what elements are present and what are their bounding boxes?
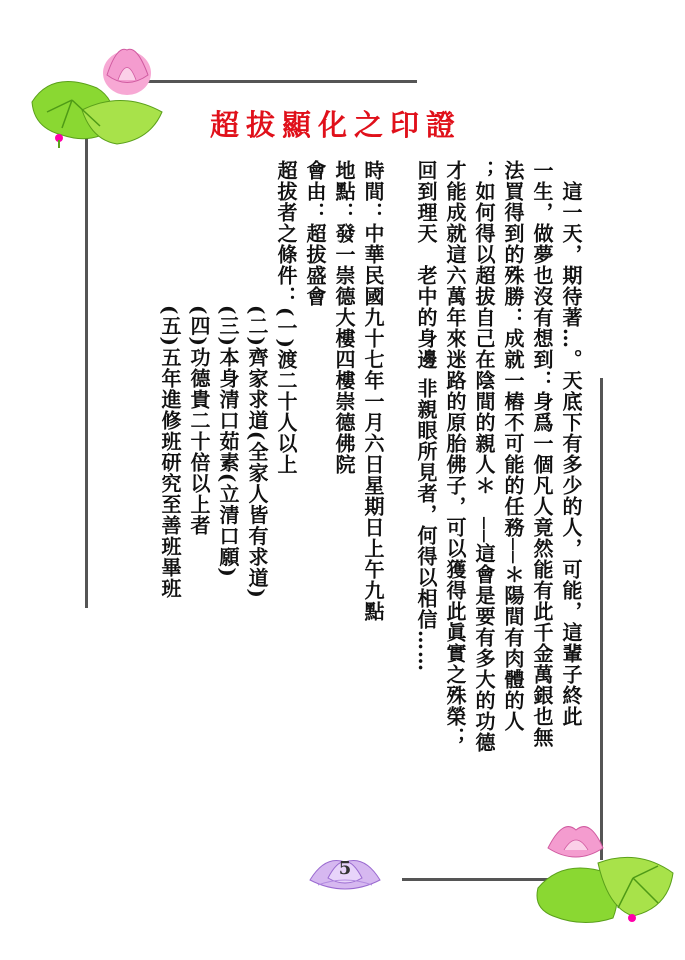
condition-3: (三)本身清口茹素(立清口願) — [216, 305, 240, 578]
page-number: 5 — [338, 858, 352, 879]
body-line-3: 法買得到的殊勝：成就一樁不可能的任務──＊陽間有肉體的人 — [501, 160, 525, 733]
info-location: 地點：發一崇德大樓四樓崇德佛院 — [332, 160, 356, 475]
lotus-top-left-icon — [22, 40, 172, 150]
body-line-6: 回到理天 老中的身邊 非親眼所見者，何得以相信…… — [414, 160, 438, 672]
info-occasion: 會由：超拔盛會 — [303, 160, 327, 307]
frame-right-line — [600, 378, 603, 860]
info-conditions-heading: 超拔者之條件：(一)渡二十人以上 — [274, 160, 298, 475]
page-title: 超拔顯化之印證 — [210, 108, 463, 142]
frame-left-line — [85, 128, 88, 608]
body-line-4: ；如何得以超拔自己在陰間的親人＊ ──這會是要有多大的功德 — [472, 160, 496, 754]
body-line-1: 這一天，期待著…。天底下有多少的人，可能，這輩子終此 — [559, 160, 583, 727]
vertical-text-block — [155, 160, 585, 850]
condition-2: (二)齊家求道(全家人皆有求道) — [245, 305, 269, 599]
frame-top-line — [132, 80, 417, 83]
info-time: 時間：中華民國九十七年一月六日星期日上午九點 — [361, 160, 385, 622]
condition-5: (五)五年進修班研究至善班畢班 — [158, 305, 182, 599]
body-line-5: 才能成就這六萬年來迷路的原胎佛子，可以獲得此眞實之殊榮； — [443, 160, 467, 748]
body-line-2: 一生，做夢也沒有想到：身爲一個凡人竟然能有此千金萬銀也無 — [530, 160, 554, 748]
condition-4: (四)功德貴二十倍以上者 — [187, 305, 211, 536]
